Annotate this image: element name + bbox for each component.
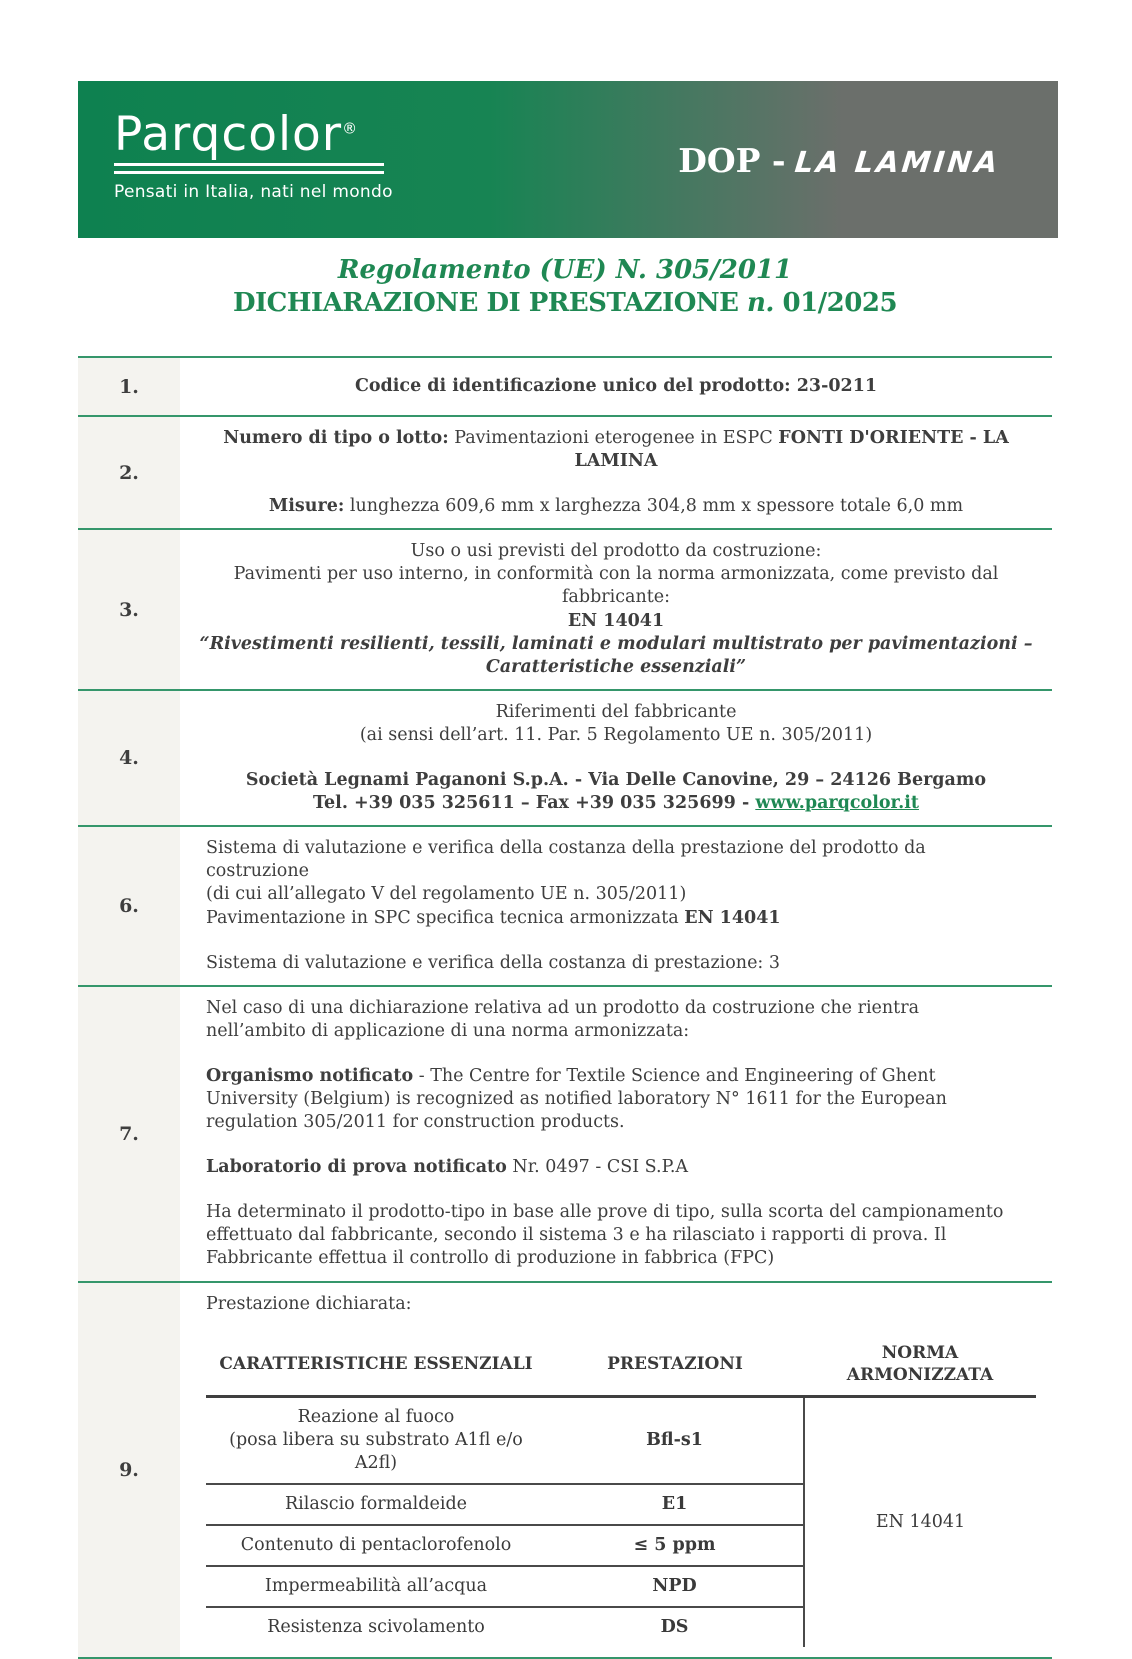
performance-row-fire-reaction (206, 1396, 1036, 1484)
row-content (180, 987, 1052, 1281)
row-number: 3. (78, 530, 180, 689)
logo-underline-bottom (114, 171, 384, 174)
table-row-1 (78, 356, 1052, 415)
harmonized-scope-paragraph: Nel caso di una dichiarazione relativa ad un prodotto da costruzione che rientra nell’ambito di applicazione di una norma armonizzata: (206, 997, 919, 1041)
declared-performance-intro: Prestazione dichiarata: (206, 1293, 412, 1314)
performance-table-wrap (206, 1342, 1036, 1648)
row-number: 7. (78, 987, 180, 1281)
performance-value: E1 (546, 1484, 804, 1525)
performance-table (206, 1342, 1036, 1648)
measures-line (196, 495, 1036, 518)
intended-use-line1: Uso o usi previsti del prodotto da costruzione: (410, 541, 822, 562)
type-lot-text: Pavimentazioni eterogenee in ESPC (448, 428, 779, 448)
phone-fax-text: Tel. +39 035 325611 – Fax +39 035 325699 - (313, 793, 756, 814)
logo-underline-top (114, 163, 384, 166)
avcp-line1: Sistema di valutazione e verifica della costanza della prestazione del prodotto da costruzione (206, 838, 926, 882)
table-row-9 (78, 1281, 1052, 1658)
document-title (78, 254, 1052, 319)
row-content (180, 417, 1052, 528)
parqcolor-logo (114, 107, 393, 202)
standard-title-line2: Caratteristiche essenziali” (485, 656, 747, 677)
row-content (180, 827, 1052, 984)
measures-label: Misure: (268, 496, 345, 517)
notified-body-text: - The Centre for Textile Science and Engineering of Ghent University (Belgium) is recognized as notified laboratory N° 1611 for the European regulation 305/2011 for construction products. (206, 1065, 947, 1133)
registered-trademark-icon: ® (342, 119, 359, 138)
row-number: 1. (78, 358, 180, 415)
avcp-standard-code: EN 14041 (684, 907, 781, 928)
harmonized-standard-cell: EN 14041 (804, 1396, 1036, 1647)
website-link[interactable]: www.parqcolor.it (755, 793, 919, 814)
table-row-2 (78, 415, 1052, 528)
standard-code: EN 14041 (567, 610, 665, 631)
standard-title-line1: “Rivestimenti resilienti, tessili, laminati e modulari multistrato per pavimentazioni – (199, 633, 1033, 654)
declaration-title (78, 287, 1052, 320)
row-content (180, 358, 1052, 415)
declaration-title-main: DICHIARAZIONE DI PRESTAZIONE (232, 287, 747, 318)
characteristic-name: Contenuto di pentaclorofenolo (206, 1525, 546, 1566)
product-name: FONTI D'ORIENTE - LA LAMINA (574, 428, 1009, 472)
row-number: 4. (78, 691, 180, 825)
dop-banner-title (678, 141, 1000, 180)
avcp-line3-text: Pavimentazione in SPC specifica tecnica armonizzata (206, 907, 685, 928)
row-number: 6. (78, 827, 180, 984)
dop-prefix: DOP - (678, 141, 786, 180)
characteristic-name: Impermeabilità all’acqua (206, 1566, 546, 1607)
table-row-4 (78, 689, 1052, 825)
row-content (180, 691, 1052, 825)
avcp-line3 (206, 907, 1022, 930)
measures-text: lunghezza 609,6 mm x larghezza 304,8 mm x spessore totale 6,0 mm (344, 496, 964, 517)
type-lot-line (196, 427, 1036, 473)
row-content (180, 530, 1052, 689)
performance-header-row (206, 1342, 1036, 1396)
declaration-table (78, 356, 1052, 1659)
performance-value: ≤ 5 ppm (546, 1525, 804, 1566)
intended-use-line2: Pavimenti per uso interno, in conformità con la norma armonizzata, come previsto dal fabbricante: (233, 564, 999, 608)
performance-value: NPD (546, 1566, 804, 1607)
dop-product-name: LA LAMINA (792, 145, 1002, 179)
logo-text: Parqcolor (114, 107, 343, 162)
avcp-line2: (di cui all’allegato V del regolamento UE n. 305/2011) (206, 884, 687, 905)
product-code-text: Codice di identificazione unico del prodotto: 23-0211 (354, 375, 878, 396)
performance-value: Bfl-s1 (546, 1396, 804, 1484)
type-lot-label: Numero di tipo o lotto: (223, 428, 449, 448)
test-lab-label: Laboratorio di prova notificato (206, 1157, 507, 1178)
test-lab-text: Nr. 0497 - CSI S.P.A (506, 1157, 689, 1178)
avcp-system-line: Sistema di valutazione e verifica della costanza di prestazione: 3 (206, 952, 781, 973)
manufacturer-ref-line2: (ai sensi dell’art. 11. Par. 5 Regolamento UE n. 305/2011) (359, 724, 873, 745)
performance-value: DS (660, 1617, 689, 1638)
declaration-title-n: n. (746, 287, 774, 318)
notified-body-label: Organismo notificato (206, 1065, 414, 1086)
row-number: 9. (78, 1283, 180, 1658)
characteristic-name: Rilascio formaldeide (206, 1484, 546, 1525)
row-content (180, 1283, 1066, 1658)
fpc-paragraph: Ha determinato il prodotto-tipo in base alle prove di tipo, sulla scorta del campionamento effettuato dal fabbricante, secondo il sistema 3 e ha rilasciato i rapporti di prova. Il Fabbricante effettua il controllo di produzione in fabbrica (FPC) (206, 1202, 1004, 1269)
table-row-3 (78, 528, 1052, 689)
table-row-6 (78, 825, 1052, 984)
characteristic-name: Resistenza scivolamento (267, 1617, 485, 1638)
declaration-number: 01/2025 (773, 287, 898, 318)
header-banner (78, 81, 1058, 238)
logo-tagline: Pensati in Italia, nati nel mondo (114, 182, 393, 202)
manufacturer-contacts (196, 792, 1036, 815)
table-row-7 (78, 985, 1052, 1281)
characteristic-name: Reazione al fuoco (297, 1406, 455, 1427)
notified-body-paragraph (206, 1065, 1022, 1134)
test-lab-paragraph (206, 1156, 1022, 1179)
column-header-standard: NORMA ARMONIZZATA (804, 1342, 1036, 1396)
characteristic-cell (206, 1396, 546, 1484)
manufacturer-address: Società Legnami Paganoni S.p.A. - Via Delle Canovine, 29 – 24126 Bergamo (245, 770, 987, 791)
regulation-title: Regolamento (UE) N. 305/2011 (337, 255, 793, 285)
characteristic-note: (posa libera su substrato A1fl e/o A2fl) (229, 1429, 523, 1473)
row-number: 2. (78, 417, 180, 528)
column-header-characteristics: CARATTERISTICHE ESSENZIALI (206, 1342, 546, 1396)
manufacturer-ref-line1: Riferimenti del fabbricante (495, 701, 737, 722)
column-header-performance: PRESTAZIONI (546, 1342, 804, 1396)
logo-wordmark (114, 107, 393, 162)
